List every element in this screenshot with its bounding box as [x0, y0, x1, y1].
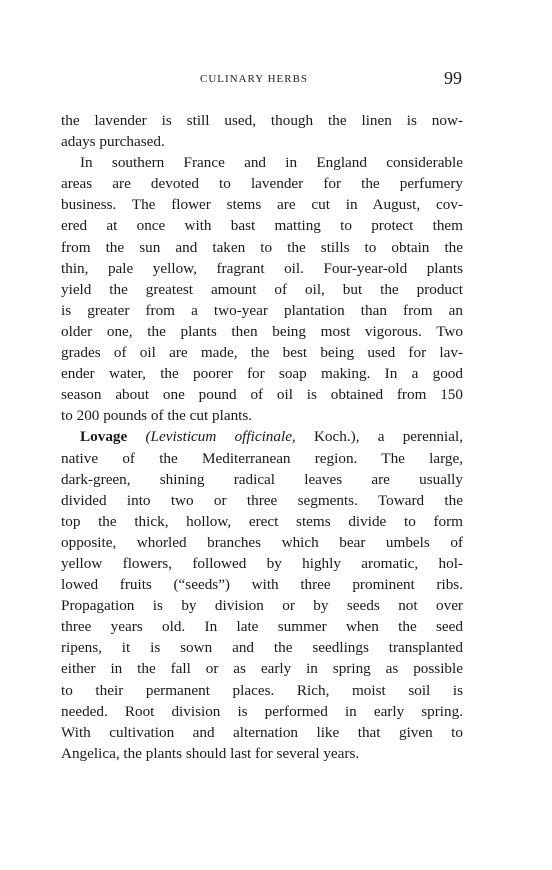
text-line: With cultivation and alternation like that given to	[61, 723, 463, 741]
text-line: three years old. In late summer when the seed	[61, 618, 463, 636]
text-line: opposite, whorled branches which bear umbels of	[61, 533, 463, 551]
text-line: needed. Root division is performed in early spring.	[61, 702, 463, 720]
text-line: In southern France and in England considerable	[80, 154, 463, 172]
running-title: CULINARY HERBS	[200, 73, 309, 85]
text-line: Propagation is by division or by seeds not over	[61, 597, 463, 615]
entry-heading: Lovage	[80, 428, 128, 446]
text-line: areas are devoted to lavender for the perfumery	[61, 175, 463, 193]
text-line: older one, the plants then being most vigorous. Two	[61, 322, 463, 340]
body-text	[61, 110, 463, 764]
text-line: from the sun and taken to the stills to obtain the	[61, 238, 463, 256]
botanical-name: (Levisticum officinale,	[145, 428, 296, 446]
running-head	[0, 68, 552, 93]
text-line: lowed fruits (“seeds”) with three prominent ribs.	[61, 576, 463, 594]
text-line: to 200 pounds of the cut plants.	[61, 407, 253, 425]
text-line: to their permanent places. Rich, moist soil is	[61, 681, 463, 699]
text-line: is greater from a two-year plantation than from an	[61, 301, 463, 319]
page-number: 99	[444, 68, 462, 88]
text-line: adays purchased.	[61, 133, 165, 151]
text-line	[61, 426, 463, 447]
text-line: Angelica, the plants should last for several years.	[61, 744, 360, 762]
entry-text: Koch.), a perennial,	[295, 428, 464, 446]
text-line: yield the greatest amount of oil, but the product	[61, 280, 463, 298]
text-line: divided into two or three segments. Toward the	[61, 491, 463, 509]
text-line: top the thick, hollow, erect stems divide to form	[61, 512, 463, 530]
text-line: ender water, the poorer for soap making. In a good	[61, 365, 463, 383]
text-line: thin, pale yellow, fragrant oil. Four-year-old plants	[61, 259, 463, 277]
text-line: season about one pound of oil is obtained from 150	[61, 386, 463, 404]
text-line: either in the fall or as early in spring as possible	[61, 660, 463, 678]
text-line: native of the Mediterranean region. The large,	[61, 449, 463, 467]
text-line: grades of oil are made, the best being used for lav-	[61, 344, 463, 362]
text-line: business. The flower stems are cut in August, cov-	[61, 196, 463, 214]
text-line: ered at once with bast matting to protect them	[61, 217, 463, 235]
text-line: ripens, it is sown and the seedlings transplanted	[61, 639, 463, 657]
text-line: the lavender is still used, though the linen is now-	[61, 112, 463, 129]
text-line: dark-green, shining radical leaves are usually	[61, 470, 463, 488]
text-line: yellow flowers, followed by highly aromatic, hol-	[61, 554, 463, 572]
